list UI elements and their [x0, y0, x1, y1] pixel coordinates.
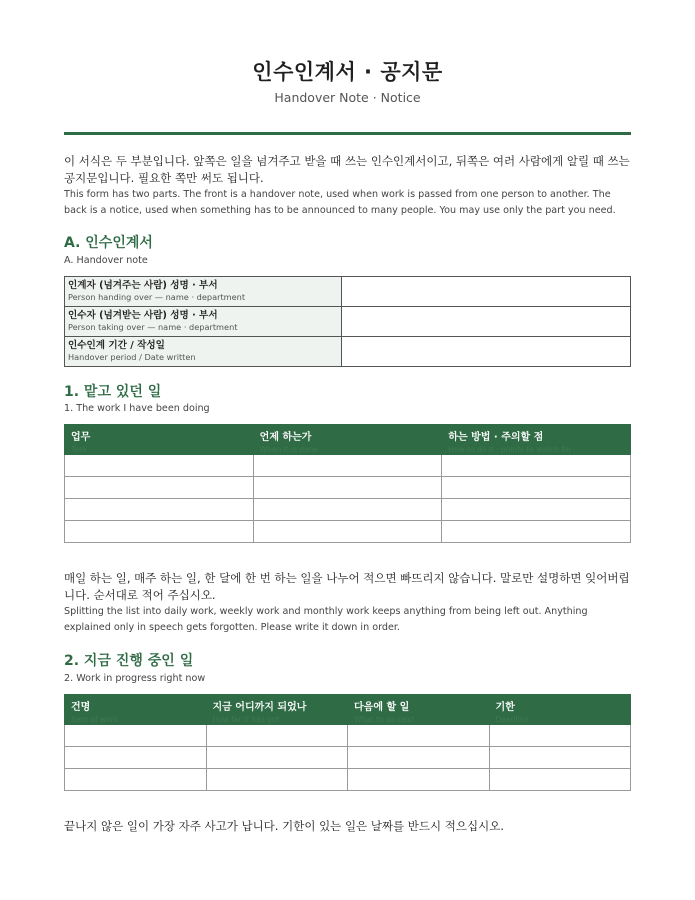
table-cell[interactable]: [65, 521, 254, 543]
handover-info-table: [64, 276, 631, 367]
column-header-korean: 기한: [495, 702, 515, 713]
table-cell[interactable]: [206, 769, 348, 791]
field-label-korean: 인계자 (넘겨주는 사람) 성명 · 부서: [68, 280, 218, 291]
table-cell[interactable]: [489, 769, 631, 791]
table-cell[interactable]: [253, 521, 442, 543]
section-2-title: 2. 지금 진행 중인 일: [64, 653, 194, 669]
document-title: 인수인계서 · 공지문: [252, 60, 443, 84]
table-cell[interactable]: [253, 455, 442, 477]
table-cell[interactable]: [65, 477, 254, 499]
handover-receiver-field[interactable]: [342, 307, 631, 337]
table-cell[interactable]: [65, 747, 207, 769]
table-row: [65, 521, 631, 543]
handover-giver-field[interactable]: [342, 277, 631, 307]
field-label-english: Person taking over — name · department: [68, 322, 238, 332]
section-1-note-english: Splitting the list into daily work, weekly work and monthly work keeps anything from being left out. Anything explained only in speech gets forgotten. Please write it down in order.: [64, 606, 588, 633]
header-divider: [64, 132, 631, 135]
table-row: [65, 337, 631, 367]
table-row: [65, 455, 631, 477]
table-row: [65, 477, 631, 499]
table-cell[interactable]: [442, 455, 631, 477]
column-header-english: Deadline: [495, 715, 529, 724]
column-header-korean: 하는 방법 · 주의할 점: [448, 432, 544, 443]
table-row: [65, 277, 631, 307]
field-label-english: Person handing over — name · department: [68, 292, 246, 302]
table-row: [65, 747, 631, 769]
section-a-title: A. 인수인계서: [64, 235, 153, 251]
column-header: [489, 695, 631, 725]
column-header-korean: 건명: [71, 702, 91, 713]
intro-korean: 이 서식은 두 부분입니다. 앞쪽은 일을 넘겨주고 받을 때 쓰는 인수인계서이고, 뒤쪽은 여러 사람에게 알릴 때 쓰는 공지문입니다. 필요한 쪽만 써도 됩니다.: [64, 154, 630, 185]
table-cell[interactable]: [442, 521, 631, 543]
column-header-korean: 업무: [71, 432, 91, 443]
section-1-subtitle: 1. The work I have been doing: [64, 403, 210, 414]
table-row: [65, 499, 631, 521]
table-cell[interactable]: [206, 747, 348, 769]
table-cell[interactable]: [65, 769, 207, 791]
column-header-english: Item of work: [71, 715, 119, 724]
table-cell[interactable]: [348, 725, 490, 747]
table-cell[interactable]: [65, 725, 207, 747]
column-header-english: How far it has got: [212, 715, 280, 724]
table-header-row: [65, 695, 631, 725]
document-subtitle: Handover Note · Notice: [274, 90, 421, 105]
section-2-note-korean: 끝나지 않은 일이 가장 자주 사고가 납니다. 기한이 있는 일은 날짜를 반드시 적으십시오.: [64, 819, 504, 833]
table-cell[interactable]: [489, 747, 631, 769]
table-cell[interactable]: [253, 499, 442, 521]
table-row: [65, 307, 631, 337]
table-cell[interactable]: [442, 499, 631, 521]
work-duties-table: [64, 424, 631, 543]
table-cell[interactable]: [206, 725, 348, 747]
table-row: [65, 725, 631, 747]
field-label-korean: 인수인계 기간 / 작성일: [68, 340, 165, 351]
table-cell[interactable]: [65, 499, 254, 521]
table-cell[interactable]: [348, 769, 490, 791]
intro-english: This form has two parts. The front is a handover note, used when work is passed from one person to another. The back is a notice, used when something has to be announced to many people. You may use only the part you need.: [64, 189, 616, 216]
section-1-note-korean: 매일 하는 일, 매주 하는 일, 한 달에 한 번 하는 일을 나누어 적으면 빠뜨리지 않습니다. 말로만 설명하면 잊어버립니다. 순서대로 적어 주십시오.: [64, 571, 630, 602]
work-in-progress-table: [64, 694, 631, 791]
field-label-korean: 인수자 (넘겨받는 사람) 성명 · 부서: [68, 310, 218, 321]
column-header: [348, 695, 490, 725]
field-label: [65, 337, 342, 367]
field-label: [65, 307, 342, 337]
handover-period-field[interactable]: [342, 337, 631, 367]
table-cell[interactable]: [489, 725, 631, 747]
column-header: [65, 695, 207, 725]
section-2-subtitle: 2. Work in progress right now: [64, 673, 206, 684]
column-header: [65, 425, 254, 455]
field-label: [65, 277, 342, 307]
section-a-subtitle: A. Handover note: [64, 255, 148, 266]
section-1-title: 1. 맡고 있던 일: [64, 384, 162, 400]
column-header: [206, 695, 348, 725]
table-cell[interactable]: [348, 747, 490, 769]
column-header: [253, 425, 442, 455]
column-header-english: Task: [71, 445, 88, 454]
column-header-korean: 지금 어디까지 되었나: [212, 702, 307, 713]
table-cell[interactable]: [253, 477, 442, 499]
table-cell[interactable]: [65, 455, 254, 477]
column-header-english: When it is done: [259, 445, 319, 454]
column-header-english: How to do it · points to watch for: [448, 445, 572, 454]
table-header-row: [65, 425, 631, 455]
column-header-korean: 다음에 할 일: [354, 702, 410, 713]
field-label-english: Handover period / Date written: [68, 352, 196, 362]
column-header-korean: 언제 하는가: [259, 432, 312, 443]
table-row: [65, 769, 631, 791]
column-header-english: What to do next: [354, 715, 415, 724]
column-header: [442, 425, 631, 455]
table-cell[interactable]: [442, 477, 631, 499]
